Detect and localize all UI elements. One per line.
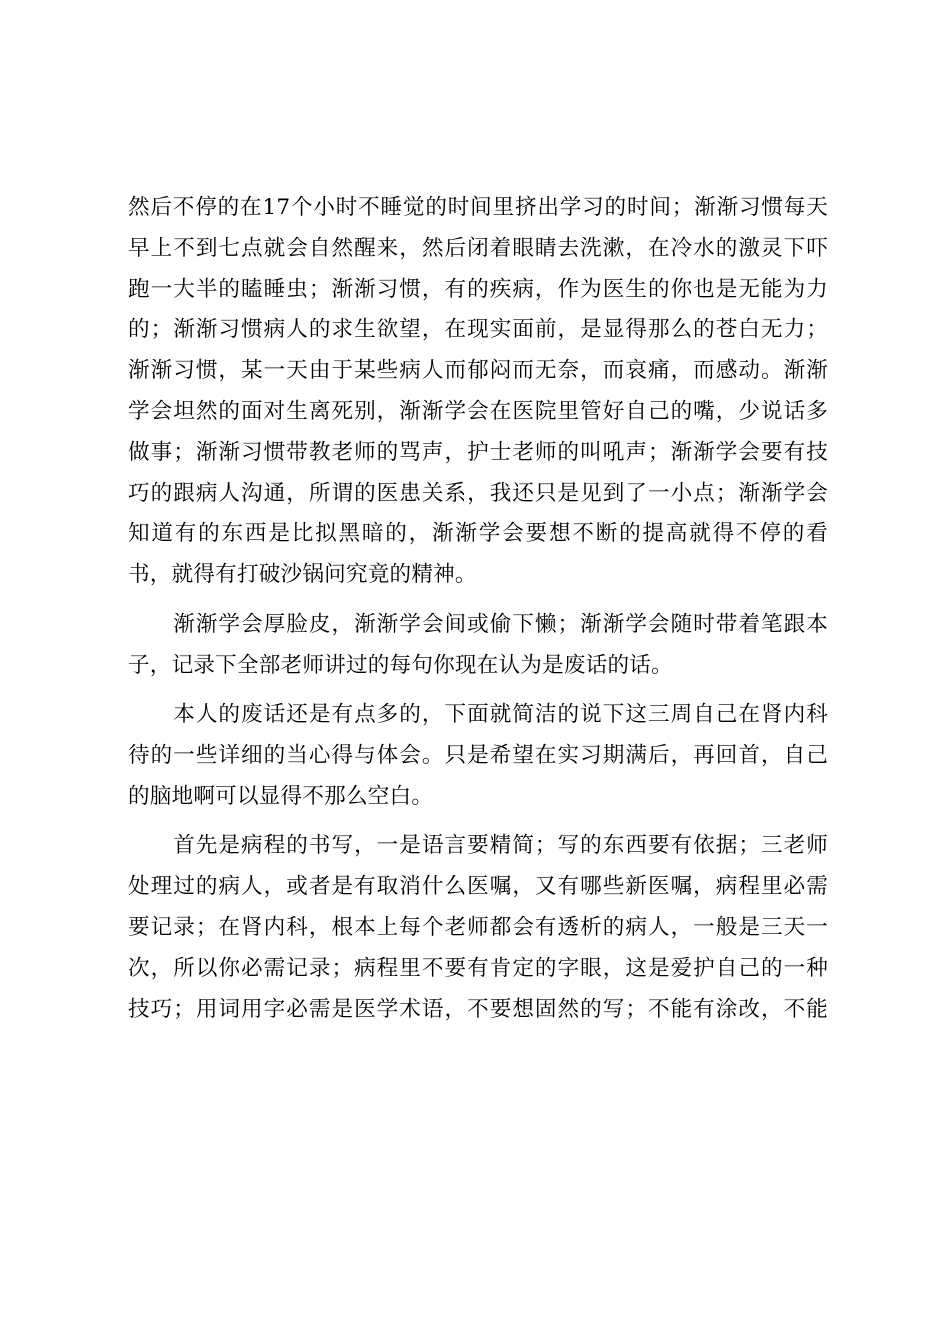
text-line: 渐渐学会厚脸皮，渐渐学会间或偷下懒；渐渐学会随时带着笔跟本 bbox=[128, 611, 828, 637]
text-line: 巧的跟病人沟通，所谓的医患关系，我还只是见到了一小点；渐渐学会 bbox=[128, 480, 828, 506]
text-line: 本人的废话还是有点多的，下面就简洁的说下这三周自己在肾内科 bbox=[128, 702, 828, 728]
text-line: 要记录；在肾内科，根本上每个老师都会有透析的病人，一般是三天一 bbox=[128, 914, 828, 940]
text-line: 的；渐渐习惯病人的求生欲望，在现实面前，是显得那么的苍白无力； bbox=[128, 317, 828, 343]
paragraph-3 bbox=[128, 695, 828, 817]
paragraph-4 bbox=[128, 826, 828, 1030]
text-line: 子，记录下全部老师讲过的每句你现在认为是废话的话。 bbox=[128, 652, 673, 678]
text-line: 首先是病程的书写，一是语言要精简；写的东西要有依据；三老师 bbox=[128, 833, 828, 859]
text-line: 次，所以你必需记录；病程里不要有肯定的字眼，这是爱护自己的一种 bbox=[128, 955, 828, 981]
text-line: 跑一大半的瞌睡虫；渐渐习惯，有的疾病，作为医生的你也是无能为力 bbox=[128, 276, 828, 302]
text-line: 渐渐习惯，某一天由于某些病人而郁闷而无奈，而哀痛，而感动。渐渐 bbox=[128, 358, 828, 384]
text-line: 知道有的东西是比拟黑暗的，渐渐学会要想不断的提高就得不停的看 bbox=[128, 521, 828, 547]
text-line: 待的一些详细的当心得与体会。只是希望在实习期满后，再回首，自己 bbox=[128, 742, 828, 768]
text-line: 处理过的病人，或者是有取消什么医嘱，又有哪些新医嘱，病程里必需 bbox=[128, 874, 828, 900]
text-line: 做事；渐渐习惯带教老师的骂声，护士老师的叫吼声；渐渐学会要有技 bbox=[128, 439, 828, 465]
text-line: 然后不停的在17个小时不睡觉的时间里挤出学习的时间；渐渐习惯每天 bbox=[128, 195, 828, 220]
text-line: 技巧；用词用字必需是医学术语，不要想固然的写；不能有涂改，不能 bbox=[128, 996, 828, 1022]
text-line: 的脑地啊可以显得不那么空白。 bbox=[128, 783, 434, 809]
text-line: 书，就得有打破沙锅问究竟的精神。 bbox=[128, 562, 477, 588]
paragraph-1 bbox=[128, 188, 828, 596]
document-body bbox=[128, 188, 828, 1039]
paragraph-2 bbox=[128, 605, 828, 687]
text-line: 学会坦然的面对生离死别，渐渐学会在医院里管好自己的嘴，少说话多 bbox=[128, 398, 828, 424]
text-line: 早上不到七点就会自然醒来，然后闭着眼睛去洗漱，在冷水的激灵下吓 bbox=[128, 235, 828, 261]
